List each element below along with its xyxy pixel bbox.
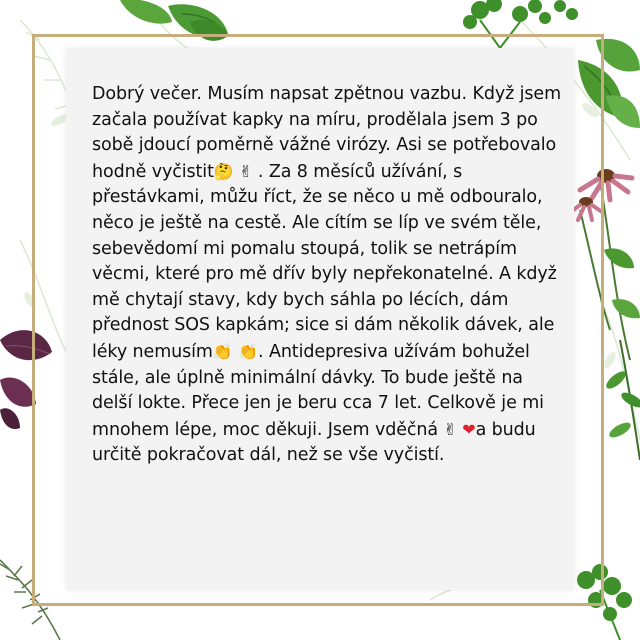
clapping-hands-emoji-2: 👏 (238, 341, 259, 361)
text-part-2: . Za 8 měsíců užívání, s přestávkami, můžu říct, že se něco u mě odbouralo, něco je ještě na cestě. Ale cítím se líp ve svém těle, sebevědomí mi pomalu stoupá, tolik se netrápím věcmi, které pro mě dřív byly nepřekonatelné. A když mě chytají stavy, kdy bych sáhla po lécích, dám přednost SOS kapkám; sice si dám několik dávek, ale léky nemusím (92, 161, 557, 362)
victory-hand-emoji-2: ✌ (443, 419, 457, 439)
text-part-4: a budu určitě pokračovat dál, než se vše vyčistí. (92, 419, 536, 466)
clapping-hands-emoji: 👏 (212, 341, 233, 361)
thinking-face-emoji: 🤔 (213, 161, 234, 181)
red-heart-emoji: ❤ (462, 419, 476, 439)
text-part-3: . Antidepresiva užívám bohužel stále, ale úplně minimální dávky. To bude ještě na delší lokte. Přece jen je beru cca 7 let. Celkově je mi mnohem lépe, moc děkuji. Jsem vděčná (92, 341, 544, 440)
testimonial-text (92, 82, 562, 469)
victory-hand-emoji: ✌ (239, 161, 253, 181)
text-part-1: Dobrý večer. Musím napsat zpětnou vazbu. Když jsem začala používat kapky na míru, prodělala jsem 3 po sobě jdoucí poměrně vážné virózy. Asi se potřebovalo hodně vyčistit (92, 84, 562, 182)
